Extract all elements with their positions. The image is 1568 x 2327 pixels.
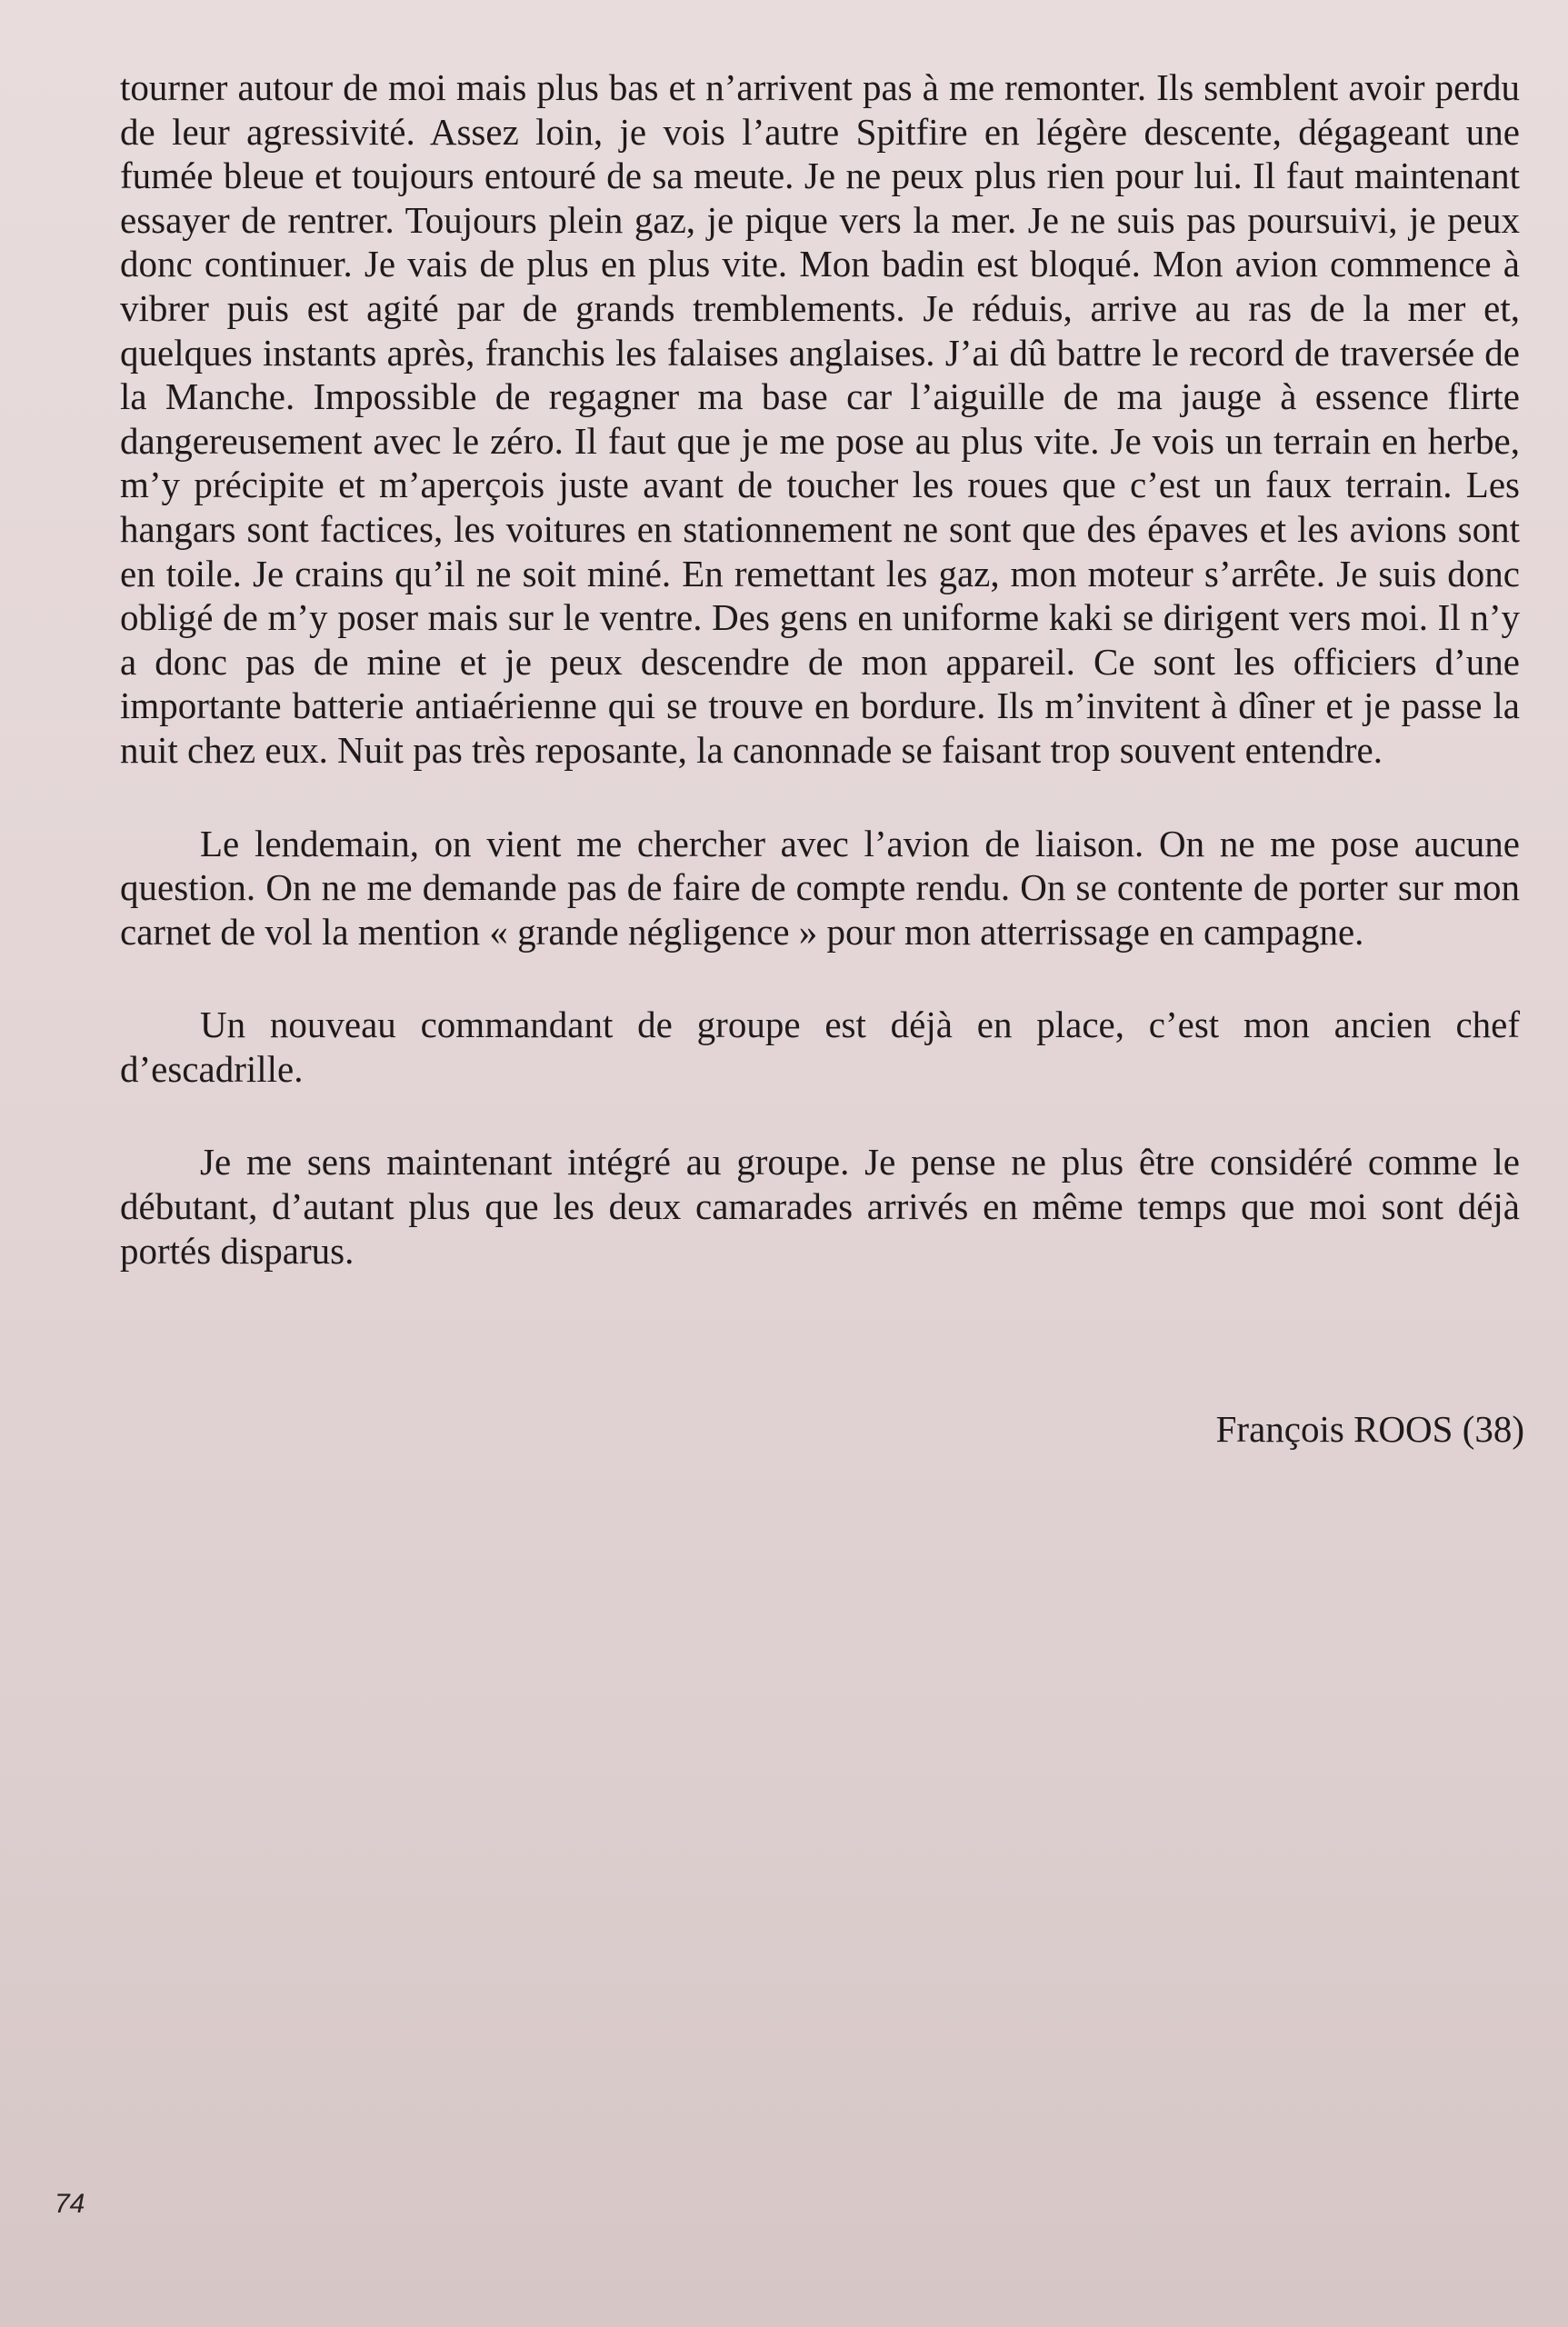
body-text — [120, 65, 1520, 1273]
paragraph-1: tourner autour de moi mais plus bas et n’arrivent pas à me remonter. Ils semblent avoir perdu de leur agressivité. Assez loin, je vois l’autre Spitfire en légère descente, dégageant une fumée bleue et toujours entouré de sa meute. Je ne peux plus rien pour lui. Il faut maintenant essayer de rentrer. Toujours plein gaz, je pique vers la mer. Je ne suis pas poursuivi, je peux donc continuer. Je vais de plus en plus vite. Mon badin est bloqué. Mon avion commence à vibrer puis est agité par de grands tremblements. Je réduis, arrive au ras de la mer et, quelques instants après, franchis les falaises anglaises. J’ai dû battre le record de traversée de la Manche. Impossible de regagner ma base car l’aiguille de ma jauge à essence flirte dangereusement avec le zéro. Il faut que je me pose au plus vite. Je vois un terrain en herbe, m’y précipite et m’aperçois juste avant de toucher les roues que c’est un faux terrain. Les hangars sont factices, les voitures en stationnement ne sont que des épaves et les avions sont en toile. Je crains qu’il ne soit miné. En remettant les gaz, mon moteur s’arrête. Je suis donc obligé de m’y poser mais sur le ventre. Des gens en uniforme kaki se dirigent vers moi. Il n’y a donc pas de mine et je peux descendre de mon appareil. Ce sont les officiers d’une importante batterie antiaérienne qui se trouve en bordure. Ils m’invitent à dîner et je passe la nuit chez eux. Nuit pas très reposante, la canonnade se faisant trop souvent entendre. — [120, 66, 1520, 771]
author-signature: François ROOS (38) — [1215, 1408, 1524, 1450]
paragraph-4: Je me sens maintenant intégré au groupe. Je pense ne plus être considéré comme le débutant, d’autant plus que les deux camarades arrivés en même temps que moi sont déjà portés disparus. — [120, 1141, 1520, 1272]
paragraph-3: Un nouveau commandant de groupe est déjà en place, c’est mon ancien chef d’escadrille. — [120, 1004, 1520, 1090]
page-number: 74 — [55, 2189, 85, 2219]
paragraph-2: Le lendemain, on vient me chercher avec l’avion de liaison. On ne me pose aucune question. On ne me demande pas de faire de compte rendu. On se contente de porter sur mon carnet de vol la mention « grande négligence » pour mon atterrissage en campagne. — [120, 822, 1520, 953]
